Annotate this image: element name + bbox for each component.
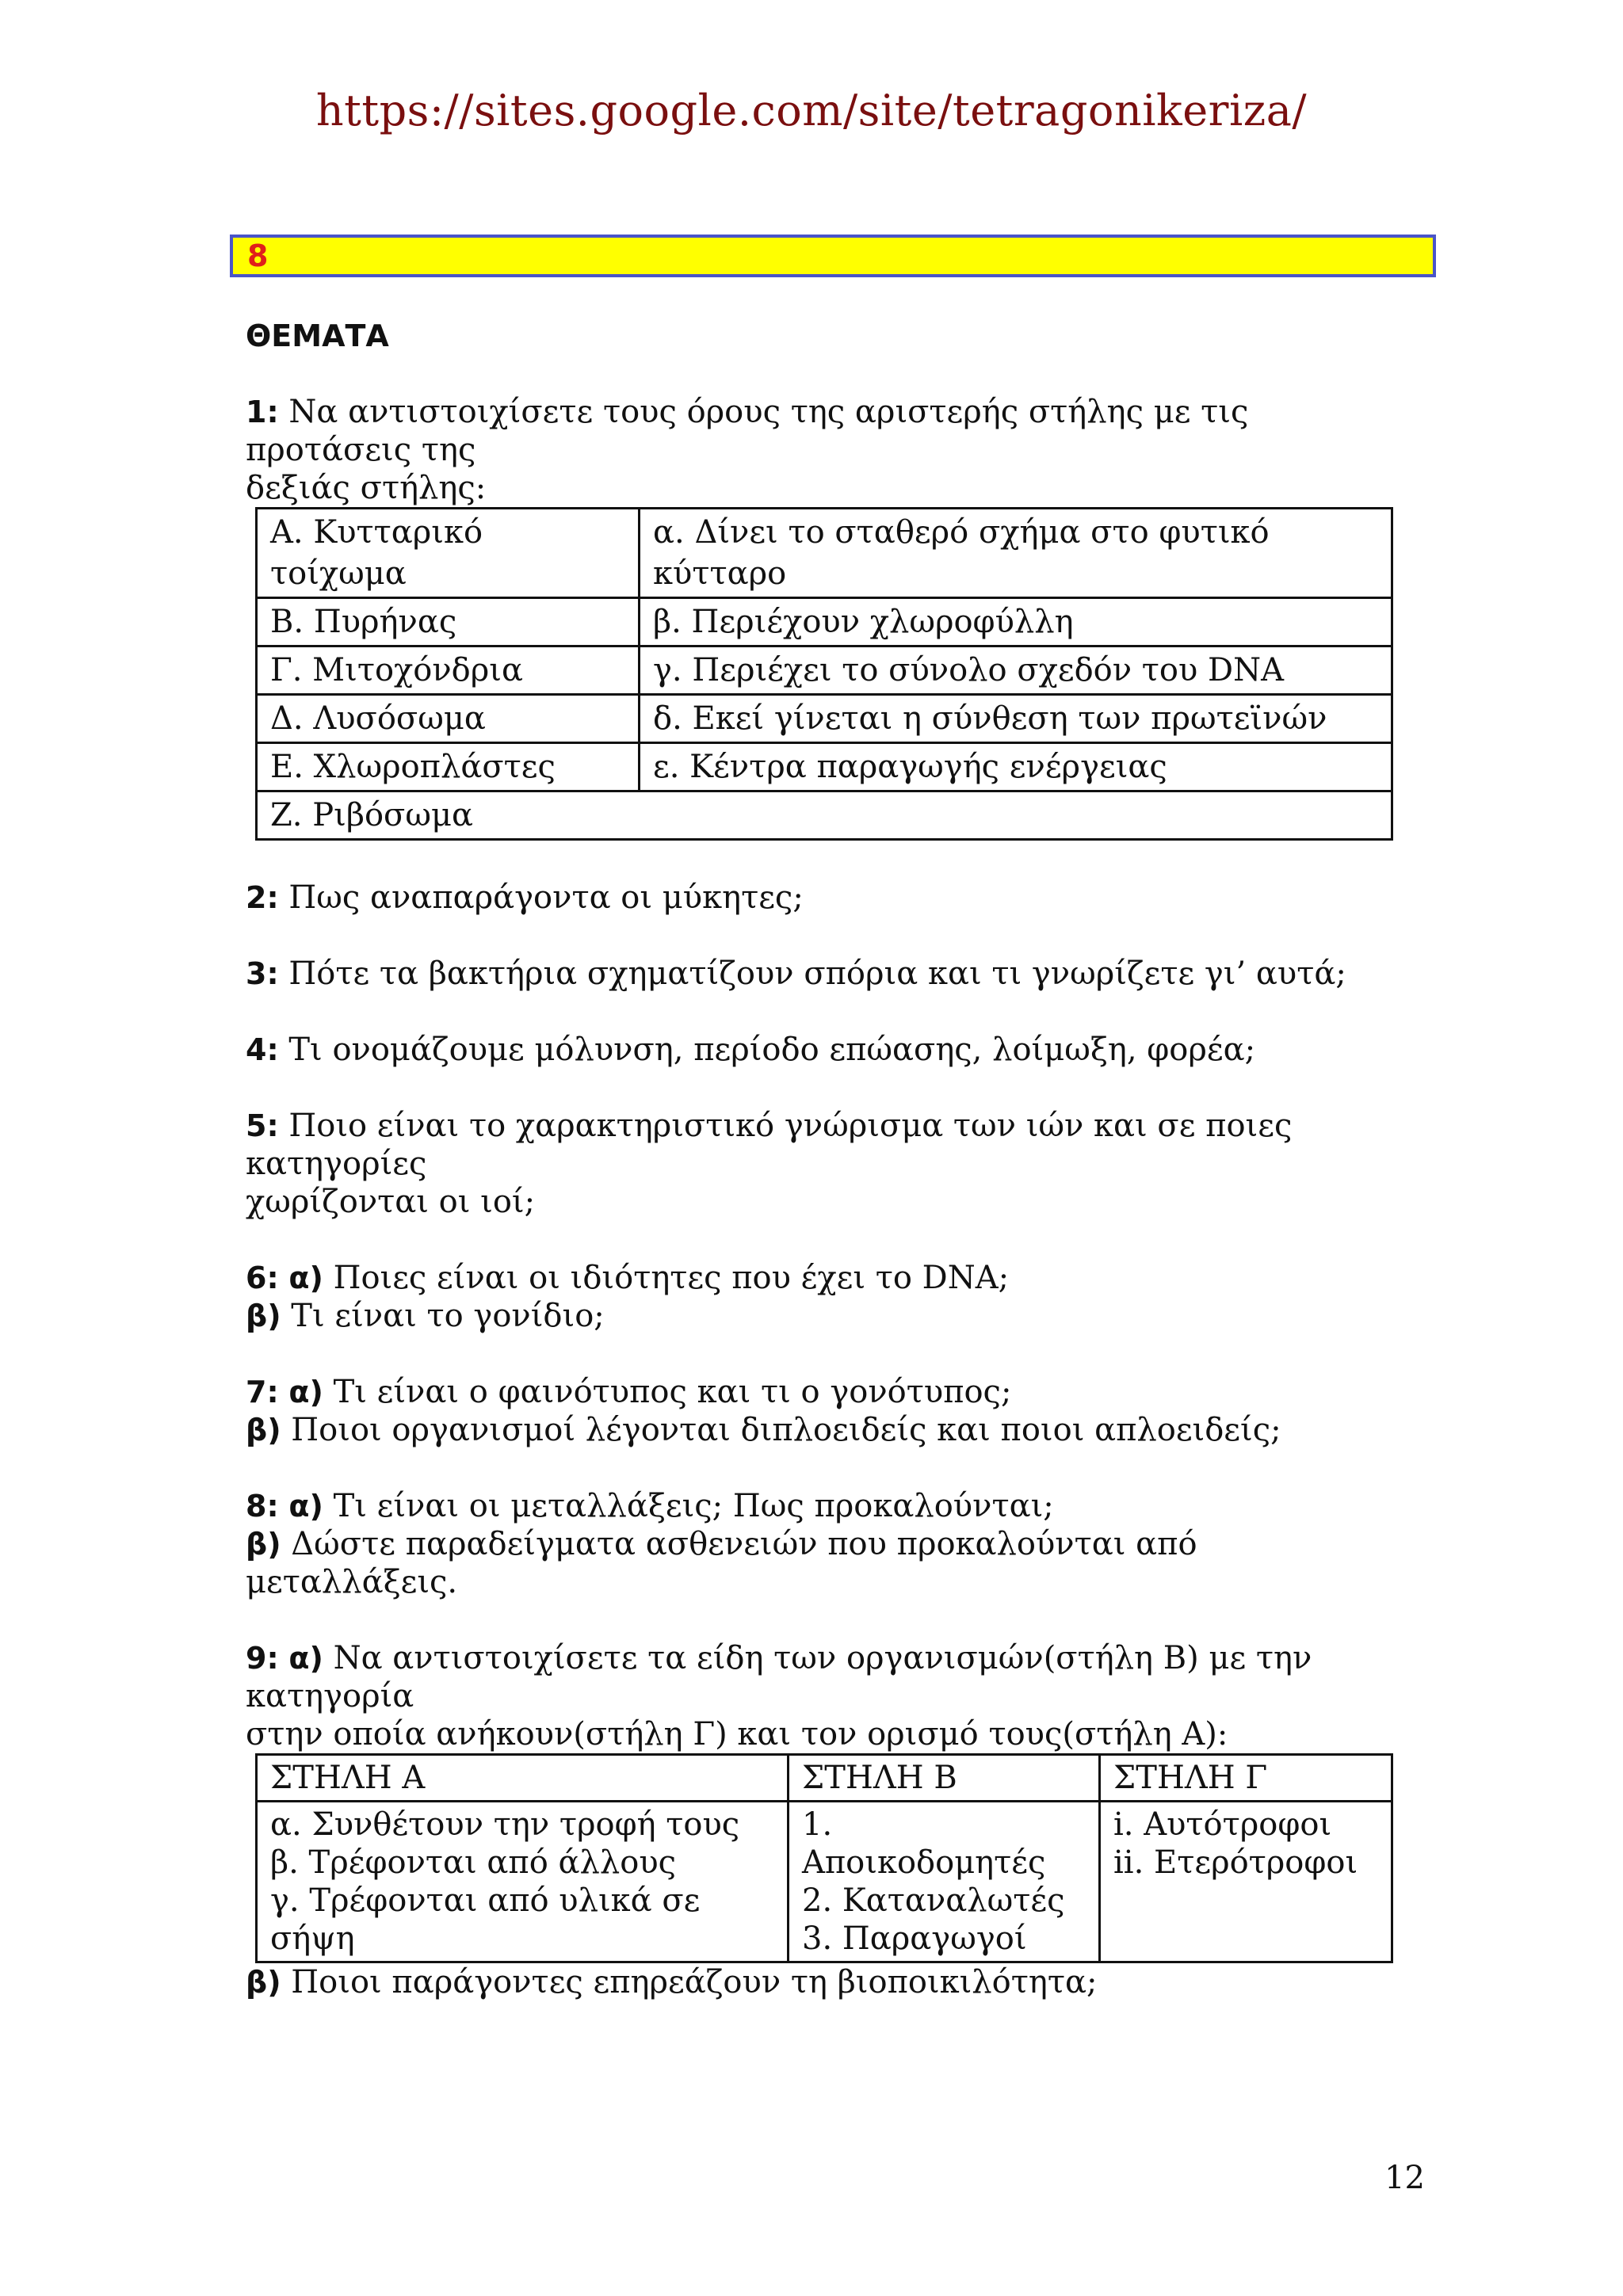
question-text: Πότε τα βακτήρια σχηματίζουν σπόρια και τι γνωρίζετε γι’ αυτά; <box>288 955 1346 992</box>
table-row <box>257 1802 1392 1962</box>
question-text-line: χωρίζονται οι ιοί; <box>246 1184 536 1220</box>
subquestion-text: Ποιες είναι οι ιδιότητες που έχει το DNA; <box>333 1260 1010 1296</box>
question-3 <box>246 955 1419 993</box>
table-cell-term: Β. Πυρήνας <box>257 598 640 646</box>
table-row <box>257 646 1392 695</box>
subquestion-label: α) <box>288 1261 323 1295</box>
subquestion-text: Δώστε παραδείγματα ασθενειών που προκαλούνται από μεταλλάξεις. <box>246 1526 1197 1600</box>
question-5 <box>246 1107 1419 1221</box>
question-1 <box>246 393 1419 841</box>
subquestion-text: Τι είναι οι μεταλλάξεις; Πως προκαλούνται; <box>333 1488 1054 1524</box>
subquestion-text: στην οποία ανήκουν(στήλη Γ) και τον ορισμό τους(στήλη Α): <box>246 1716 1228 1753</box>
question-number: 8: <box>246 1489 279 1524</box>
question-number: 3: <box>246 956 279 991</box>
question-text: Τι ονομάζουμε μόλυνση, περίοδο επώασης, λοίμωξη, φορέα; <box>288 1032 1256 1068</box>
section-number: 8 <box>247 238 269 273</box>
list-item: 2. Καταναλωτές <box>802 1882 1065 1919</box>
column-c-cell <box>1100 1802 1392 1962</box>
question-8 <box>246 1487 1419 1601</box>
question-4 <box>246 1031 1419 1069</box>
table-cell-statement: ε. Κέντρα παραγωγής ενέργειας <box>640 743 1392 791</box>
question-7 <box>246 1373 1419 1449</box>
list-item: β. Τρέφονται από άλλους <box>270 1844 677 1881</box>
table-cell-statement: β. Περιέχουν χλωροφύλλη <box>640 598 1392 646</box>
subquestion-text: Να αντιστοιχίσετε τα είδη των οργανισμών(στήλη Β) με την κατηγορία <box>246 1640 1312 1714</box>
subquestion-label: α) <box>288 1489 323 1524</box>
header-url[interactable]: https://sites.google.com/site/tetragonikeriza/ <box>315 86 1308 135</box>
table-row <box>257 743 1392 791</box>
subquestion-text: Ποιοι οργανισμοί λέγονται διπλοειδείς και ποιοι απλοειδείς; <box>291 1412 1281 1448</box>
page-number: 12 <box>1384 2160 1425 2196</box>
question-number: 4: <box>246 1032 279 1067</box>
question-9 <box>246 1639 1419 2001</box>
column-a-cell <box>257 1802 789 1962</box>
table-header-cell: ΣΤΗΛΗ Γ <box>1100 1755 1392 1802</box>
subquestion-text: Τι είναι ο φαινότυπος και τι ο γονότυπος; <box>333 1374 1012 1410</box>
subquestion-label: β) <box>246 1527 281 1562</box>
question-number: 2: <box>246 880 279 915</box>
question-number: 7: <box>246 1375 279 1409</box>
table-cell-term: Α. Κυτταρικό τοίχωμα <box>257 509 640 598</box>
section-number-bar <box>230 235 1436 277</box>
table-row <box>257 598 1392 646</box>
subquestion-text: Ποιοι παράγοντες επηρεάζουν τη βιοποικιλότητα; <box>291 1964 1098 2000</box>
table-cell-term: Ε. Χλωροπλάστες <box>257 743 640 791</box>
question-text-line: Να αντιστοιχίσετε τους όρους της αριστερής στήλης με τις προτάσεις της <box>246 394 1249 468</box>
table-cell-statement: α. Δίνει το σταθερό σχήμα στο φυτικό κύτταρο <box>640 509 1392 598</box>
list-item: 1. Αποικοδομητές <box>802 1806 1046 1881</box>
question-number: 1: <box>246 395 279 429</box>
category-table <box>255 1753 1393 1963</box>
table-cell-statement: γ. Περιέχει το σύνολο σχεδόν του DNA <box>640 646 1392 695</box>
list-item: α. Συνθέτουν την τροφή τους <box>270 1806 740 1843</box>
table-row <box>257 695 1392 743</box>
table-cell-term: Γ. Μιτοχόνδρια <box>257 646 640 695</box>
list-item: γ. Τρέφονται από υλικά σε <box>270 1882 701 1919</box>
subquestion-label: β) <box>246 1299 281 1333</box>
list-item: 3. Παραγωγοί <box>802 1920 1027 1957</box>
column-b-cell <box>789 1802 1100 1962</box>
subquestion-text: Τι είναι το γονίδιο; <box>291 1298 605 1334</box>
question-2 <box>246 879 1419 917</box>
list-item: σήψη <box>270 1920 355 1957</box>
page-title: ΘΕΜΑΤΑ <box>246 318 389 353</box>
list-item: i. Αυτότροφοι <box>1113 1806 1332 1843</box>
question-number: 6: <box>246 1261 279 1295</box>
question-text: Πως αναπαράγοντα οι μύκητες; <box>288 879 804 916</box>
document-content <box>246 317 1419 2001</box>
table-header-cell: ΣΤΗΛΗ Β <box>789 1755 1100 1802</box>
question-number: 5: <box>246 1108 279 1143</box>
question-6 <box>246 1259 1419 1335</box>
table-cell-term: Δ. Λυσόσωμα <box>257 695 640 743</box>
subquestion-label: β) <box>246 1965 281 2000</box>
subquestion-label: α) <box>288 1375 323 1409</box>
table-row <box>257 509 1392 598</box>
question-text-line: δεξιάς στήλης: <box>246 470 487 506</box>
question-text-line: Ποιο είναι το χαρακτηριστικό γνώρισμα των ιών και σε ποιες κατηγορίες <box>246 1108 1293 1182</box>
table-cell-statement: δ. Εκεί γίνεται η σύνθεση των πρωτεϊνών <box>640 695 1392 743</box>
subquestion-label: α) <box>288 1641 323 1676</box>
table-cell-term: Ζ. Ριβόσωμα <box>257 791 1392 840</box>
question-1-text <box>246 393 1419 469</box>
question-number: 9: <box>246 1641 279 1676</box>
table-header-row <box>257 1755 1392 1802</box>
table-header-cell: ΣΤΗΛΗ Α <box>257 1755 789 1802</box>
table-row <box>257 791 1392 840</box>
matching-table <box>255 507 1393 841</box>
subquestion-label: β) <box>246 1413 281 1447</box>
list-item: ii. Ετερότροφοι <box>1113 1844 1358 1881</box>
